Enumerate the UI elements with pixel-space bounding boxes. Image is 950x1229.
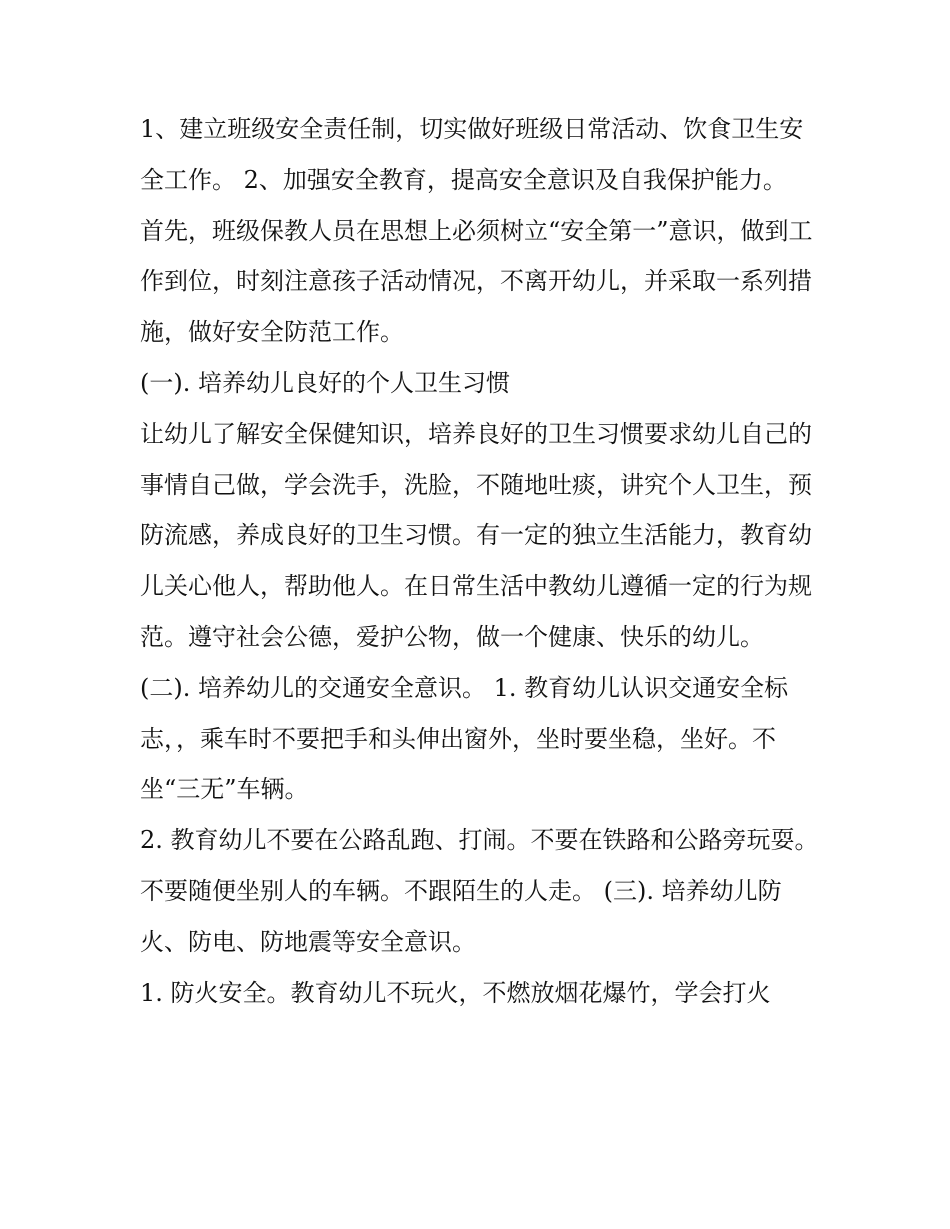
paragraph-safety-first-awareness: 首先，班级保教人员在思想上必须树立“安全第一”意识，做到工作到位，时刻注意孩子活动情况，不离开幼儿，并采取一系列措施，做好安全防范工作。 <box>140 216 813 347</box>
document-body <box>140 104 820 1018</box>
paragraph-road-safety: 2. 教育幼儿不要在公路乱跑、打闹。不要在铁路和公路旁玩耍。不要随便坐别人的车辆。不跟陌生的人走。 (三). 培养幼儿防火、防电、防地震等安全意识。 <box>140 826 819 956</box>
heading-personal-hygiene: (一). 培养幼儿良好的个人卫生习惯 <box>140 368 510 397</box>
paragraph-fire-safety: 1. 防火安全。教育幼儿不玩火，不燃放烟花爆竹，学会打火 <box>140 978 771 1007</box>
paragraph-hygiene-habits: 让幼儿了解安全保健知识，培养良好的卫生习惯要求幼儿自己的事情自己做，学会洗手，洗脸，不随地吐痰，讲究个人卫生，预防流感，养成良好的卫生习惯。有一定的独立生活能力，教育幼儿关心他人，帮助他人。在日常生活中教幼儿遵循一定的行为规范。遵守社会公德，爱护公物，做一个健康、快乐的幼儿。 <box>140 419 812 651</box>
paragraph-traffic-safety: (二). 培养幼儿的交通安全意识。 1. 教育幼儿认识交通安全标志，，乘车时不要把手和头伸出窗外，坐时要坐稳，坐好。不坐“三无”车辆。 <box>140 673 789 804</box>
paragraph-class-safety-responsibility: 1、建立班级安全责任制，切实做好班级日常活动、饮食卫生安全工作。 2、加强安全教育，提高安全意识及自我保护能力。 <box>140 115 804 194</box>
